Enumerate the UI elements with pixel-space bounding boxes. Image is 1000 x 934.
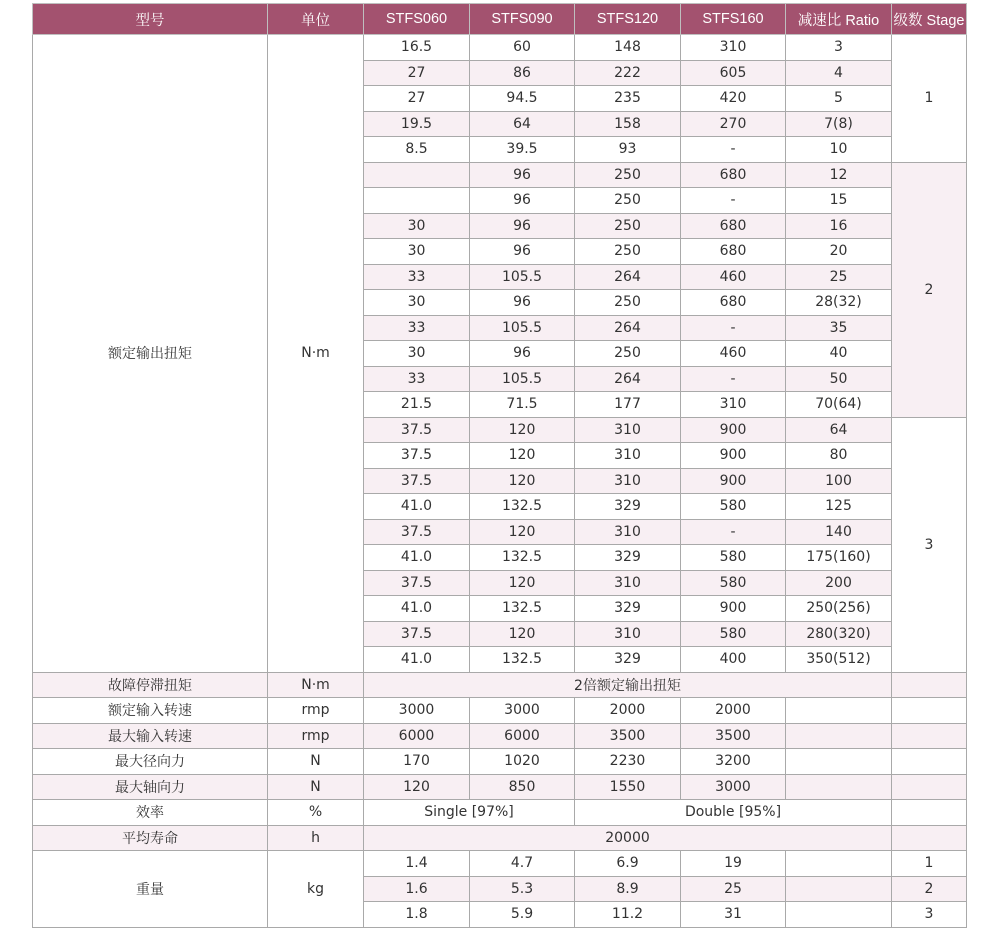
torque-value: 148 — [575, 35, 681, 61]
ratio-value: 280(320) — [786, 621, 892, 647]
ratio-value: 64 — [786, 417, 892, 443]
table-row — [33, 723, 967, 749]
weight-stage: 1 — [892, 851, 967, 877]
torque-value: 132.5 — [470, 596, 575, 622]
torque-value: 105.5 — [470, 366, 575, 392]
empty-cell — [786, 774, 892, 800]
torque-value: 60 — [470, 35, 575, 61]
ratio-value: 4 — [786, 60, 892, 86]
torque-value: 329 — [575, 647, 681, 673]
torque-value: 30 — [364, 213, 470, 239]
empty-cell — [892, 825, 967, 851]
spec-table-wrapper — [32, 3, 966, 928]
torque-value: 680 — [681, 239, 786, 265]
weight-label: 重量 — [33, 851, 268, 928]
ratio-value: 10 — [786, 137, 892, 163]
weight-value: 5.9 — [470, 902, 575, 928]
torque-value: 420 — [681, 86, 786, 112]
torque-value: 37.5 — [364, 443, 470, 469]
max-axial-force-value: 120 — [364, 774, 470, 800]
torque-value: 21.5 — [364, 392, 470, 418]
ratio-value: 40 — [786, 341, 892, 367]
weight-stage: 3 — [892, 902, 967, 928]
weight-value: 19 — [681, 851, 786, 877]
torque-value: 120 — [470, 570, 575, 596]
emergency-torque-unit: N·m — [268, 672, 364, 698]
torque-value: 37.5 — [364, 570, 470, 596]
torque-value: 310 — [681, 392, 786, 418]
torque-value: 71.5 — [470, 392, 575, 418]
torque-unit: N·m — [268, 35, 364, 673]
torque-value: 310 — [575, 570, 681, 596]
torque-value: 41.0 — [364, 596, 470, 622]
ratio-value: 125 — [786, 494, 892, 520]
torque-value: 264 — [575, 315, 681, 341]
rated-input-speed-value: 3000 — [470, 698, 575, 724]
header-stage: 级数 Stage — [892, 4, 967, 35]
torque-value: 222 — [575, 60, 681, 86]
ratio-value: 100 — [786, 468, 892, 494]
max-radial-force-label: 最大径向力 — [33, 749, 268, 775]
weight-value: 1.6 — [364, 876, 470, 902]
torque-value: 86 — [470, 60, 575, 86]
torque-value: 132.5 — [470, 647, 575, 673]
torque-value: 37.5 — [364, 519, 470, 545]
weight-value: 4.7 — [470, 851, 575, 877]
max-axial-force-value: 1550 — [575, 774, 681, 800]
empty-cell — [892, 749, 967, 775]
torque-value: 132.5 — [470, 494, 575, 520]
torque-value: 400 — [681, 647, 786, 673]
torque-value: 580 — [681, 545, 786, 571]
max-radial-force-unit: N — [268, 749, 364, 775]
torque-value: 105.5 — [470, 315, 575, 341]
weight-value: 5.3 — [470, 876, 575, 902]
torque-value: 41.0 — [364, 494, 470, 520]
table-row — [33, 800, 967, 826]
ratio-value: 35 — [786, 315, 892, 341]
ratio-value: 200 — [786, 570, 892, 596]
ratio-value: 50 — [786, 366, 892, 392]
max-axial-force-value: 3000 — [681, 774, 786, 800]
empty-cell — [892, 698, 967, 724]
torque-value: 39.5 — [470, 137, 575, 163]
max-axial-force-value: 850 — [470, 774, 575, 800]
torque-value: 580 — [681, 621, 786, 647]
ratio-value: 15 — [786, 188, 892, 214]
torque-value: 460 — [681, 341, 786, 367]
table-row — [33, 825, 967, 851]
torque-value: 27 — [364, 60, 470, 86]
torque-value: 120 — [470, 417, 575, 443]
ratio-value: 175(160) — [786, 545, 892, 571]
service-life-unit: h — [268, 825, 364, 851]
table-row — [33, 774, 967, 800]
torque-value: 30 — [364, 239, 470, 265]
torque-value: 900 — [681, 443, 786, 469]
torque-value: 250 — [575, 188, 681, 214]
torque-value: 132.5 — [470, 545, 575, 571]
torque-value: 96 — [470, 239, 575, 265]
torque-value: - — [681, 137, 786, 163]
max-axial-force-label: 最大轴向力 — [33, 774, 268, 800]
table-row — [33, 698, 967, 724]
torque-value: 41.0 — [364, 545, 470, 571]
weight-value: 25 — [681, 876, 786, 902]
max-input-speed-value: 3500 — [575, 723, 681, 749]
ratio-value: 80 — [786, 443, 892, 469]
empty-cell — [786, 851, 892, 877]
efficiency-unit: % — [268, 800, 364, 826]
torque-value: 120 — [470, 443, 575, 469]
torque-value: 310 — [575, 443, 681, 469]
torque-value: 19.5 — [364, 111, 470, 137]
service-life-value: 20000 — [364, 825, 892, 851]
spec-table — [32, 3, 967, 928]
torque-value: 93 — [575, 137, 681, 163]
efficiency-label: 效率 — [33, 800, 268, 826]
torque-value: 94.5 — [470, 86, 575, 112]
weight-stage: 2 — [892, 876, 967, 902]
header-row — [33, 4, 967, 35]
ratio-value: 350(512) — [786, 647, 892, 673]
torque-value: 250 — [575, 239, 681, 265]
rated-input-speed-value: 2000 — [575, 698, 681, 724]
header-model: 型号 — [33, 4, 268, 35]
max-radial-force-value: 2230 — [575, 749, 681, 775]
torque-value: 8.5 — [364, 137, 470, 163]
rated-input-speed-unit: rmp — [268, 698, 364, 724]
stage-1: 1 — [892, 35, 967, 163]
header-ratio: 减速比 Ratio — [786, 4, 892, 35]
torque-value: 900 — [681, 468, 786, 494]
torque-value: 900 — [681, 596, 786, 622]
torque-value: 96 — [470, 213, 575, 239]
max-input-speed-value: 6000 — [364, 723, 470, 749]
ratio-value: 25 — [786, 264, 892, 290]
torque-value: 37.5 — [364, 468, 470, 494]
torque-value: 30 — [364, 290, 470, 316]
torque-value: 64 — [470, 111, 575, 137]
torque-value: - — [681, 366, 786, 392]
torque-value: 310 — [575, 621, 681, 647]
stage-2: 2 — [892, 162, 967, 417]
efficiency-double: Double [95%] — [575, 800, 892, 826]
torque-value: 235 — [575, 86, 681, 112]
torque-value: 900 — [681, 417, 786, 443]
empty-cell — [786, 698, 892, 724]
max-radial-force-value: 170 — [364, 749, 470, 775]
torque-value: 120 — [470, 519, 575, 545]
weight-unit: kg — [268, 851, 364, 928]
torque-value: - — [681, 519, 786, 545]
ratio-value: 7(8) — [786, 111, 892, 137]
torque-value: 37.5 — [364, 621, 470, 647]
service-life-label: 平均寿命 — [33, 825, 268, 851]
header-stfs160: STFS160 — [681, 4, 786, 35]
torque-value: 460 — [681, 264, 786, 290]
torque-value: - — [681, 315, 786, 341]
torque-value: 680 — [681, 213, 786, 239]
ratio-value: 3 — [786, 35, 892, 61]
ratio-value: 140 — [786, 519, 892, 545]
torque-label: 额定输出扭矩 — [33, 35, 268, 673]
header-stfs120: STFS120 — [575, 4, 681, 35]
torque-value: 250 — [575, 290, 681, 316]
torque-value: 680 — [681, 290, 786, 316]
empty-cell — [786, 749, 892, 775]
weight-value: 1.8 — [364, 902, 470, 928]
torque-value: 96 — [470, 162, 575, 188]
torque-value: 120 — [470, 468, 575, 494]
torque-value: 96 — [470, 188, 575, 214]
empty-cell — [892, 800, 967, 826]
torque-value: 580 — [681, 570, 786, 596]
weight-value: 8.9 — [575, 876, 681, 902]
torque-value: 310 — [575, 519, 681, 545]
ratio-value: 16 — [786, 213, 892, 239]
table-body — [33, 35, 967, 928]
torque-value: 33 — [364, 366, 470, 392]
torque-value: 310 — [681, 35, 786, 61]
torque-value — [364, 188, 470, 214]
ratio-value: 70(64) — [786, 392, 892, 418]
torque-value: 177 — [575, 392, 681, 418]
table-row — [33, 35, 967, 61]
torque-value: 33 — [364, 315, 470, 341]
torque-value: 96 — [470, 341, 575, 367]
weight-value: 1.4 — [364, 851, 470, 877]
max-radial-force-value: 1020 — [470, 749, 575, 775]
torque-value — [364, 162, 470, 188]
torque-value: 580 — [681, 494, 786, 520]
ratio-value: 12 — [786, 162, 892, 188]
empty-cell — [892, 723, 967, 749]
torque-value: 41.0 — [364, 647, 470, 673]
rated-input-speed-label: 额定输入转速 — [33, 698, 268, 724]
max-axial-force-unit: N — [268, 774, 364, 800]
max-input-speed-value: 6000 — [470, 723, 575, 749]
torque-value: - — [681, 188, 786, 214]
torque-value: 37.5 — [364, 417, 470, 443]
rated-input-speed-value: 3000 — [364, 698, 470, 724]
stage-3: 3 — [892, 417, 967, 672]
empty-cell — [786, 902, 892, 928]
rated-input-speed-value: 2000 — [681, 698, 786, 724]
weight-value: 31 — [681, 902, 786, 928]
header-unit: 单位 — [268, 4, 364, 35]
header-stfs060: STFS060 — [364, 4, 470, 35]
empty-cell — [786, 723, 892, 749]
table-row — [33, 672, 967, 698]
header-stfs090: STFS090 — [470, 4, 575, 35]
ratio-value: 250(256) — [786, 596, 892, 622]
ratio-value: 20 — [786, 239, 892, 265]
weight-value: 11.2 — [575, 902, 681, 928]
torque-value: 329 — [575, 494, 681, 520]
max-input-speed-unit: rmp — [268, 723, 364, 749]
torque-value: 33 — [364, 264, 470, 290]
torque-value: 158 — [575, 111, 681, 137]
torque-value: 30 — [364, 341, 470, 367]
torque-value: 680 — [681, 162, 786, 188]
torque-value: 329 — [575, 545, 681, 571]
max-input-speed-value: 3500 — [681, 723, 786, 749]
table-row — [33, 851, 967, 877]
torque-value: 264 — [575, 366, 681, 392]
max-radial-force-value: 3200 — [681, 749, 786, 775]
torque-value: 16.5 — [364, 35, 470, 61]
torque-value: 27 — [364, 86, 470, 112]
weight-value: 6.9 — [575, 851, 681, 877]
torque-value: 120 — [470, 621, 575, 647]
ratio-value: 5 — [786, 86, 892, 112]
empty-cell — [892, 672, 967, 698]
torque-value: 310 — [575, 468, 681, 494]
table-row — [33, 749, 967, 775]
empty-cell — [892, 774, 967, 800]
efficiency-single: Single [97%] — [364, 800, 575, 826]
torque-value: 310 — [575, 417, 681, 443]
emergency-torque-label: 故障停滞扭矩 — [33, 672, 268, 698]
torque-value: 264 — [575, 264, 681, 290]
empty-cell — [786, 876, 892, 902]
torque-value: 329 — [575, 596, 681, 622]
torque-value: 105.5 — [470, 264, 575, 290]
emergency-torque-value: 2倍额定输出扭矩 — [364, 672, 892, 698]
ratio-value: 28(32) — [786, 290, 892, 316]
max-input-speed-label: 最大输入转速 — [33, 723, 268, 749]
torque-value: 250 — [575, 213, 681, 239]
torque-value: 250 — [575, 162, 681, 188]
torque-value: 96 — [470, 290, 575, 316]
torque-value: 605 — [681, 60, 786, 86]
torque-value: 250 — [575, 341, 681, 367]
torque-value: 270 — [681, 111, 786, 137]
